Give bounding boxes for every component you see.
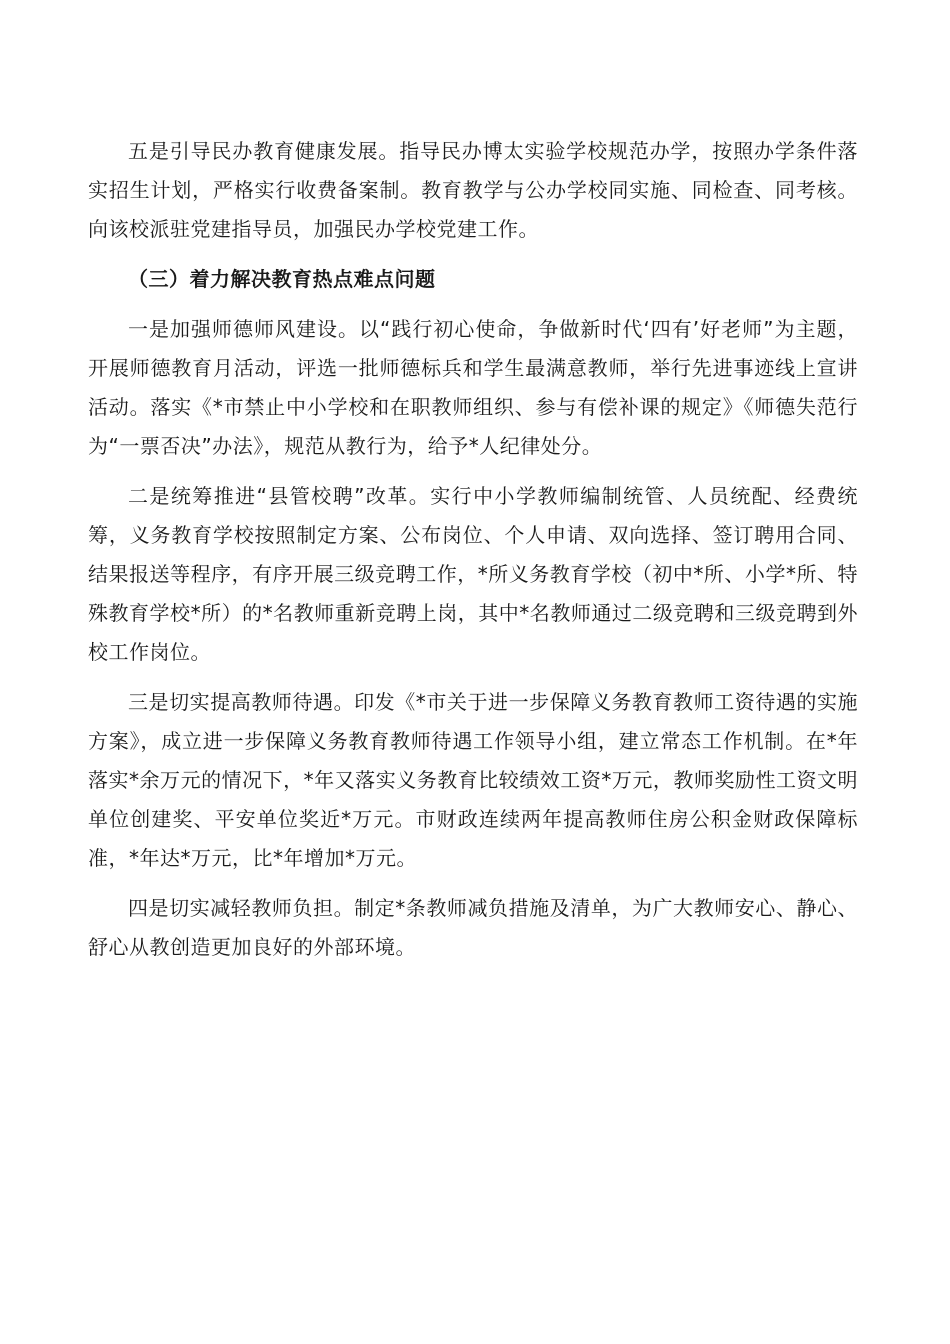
paragraph-teacher-ethics: 一是加强师德师风建设。以“践行初心使命，争做新时代‘四有’好老师”为主题，开展师德教育月活动，评选一批师德标兵和学生最满意教师，举行先进事迹线上宣讲活动。落实《*市禁止中小学校和在职教师组织、参与有偿补课的规定》《师德失范行为“一票否决”办法》，规范从教行为，给予*人纪律处分。: [88, 317, 858, 458]
paragraph-teacher-salary: 三是切实提高教师待遇。印发《*市关于进一步保障义务教育教师工资待遇的实施方案》，成立进一步保障义务教育教师待遇工作领导小组，建立常态工作机制。在*年落实*余万元的情况下，*年又落实义务教育比较绩效工资*万元，教师奖励性工资文明单位创建奖、平安单位奖近*万元。市财政连续两年提高教师住房公积金财政保障标准，*年达*万元，比*年增加*万元。: [88, 690, 858, 870]
paragraph-teacher-burden: 四是切实减轻教师负担。制定*条教师减负措施及清单，为广大教师安心、静心、舒心从教创造更加良好的外部环境。: [88, 896, 858, 959]
section-heading: （三）着力解决教育热点难点问题: [128, 267, 436, 291]
document-body: [88, 132, 858, 978]
paragraph-county-school-reform: 二是统筹推进“县管校聘”改革。实行中小学教师编制统管、人员统配、经费统筹，义务教育学校按照制定方案、公布岗位、个人申请、双向选择、签订聘用合同、结果报送等程序，有序开展三级竞聘工作，*所义务教育学校（初中*所、小学*所、特殊教育学校*所）的*名教师重新竞聘上岗，其中*名教师通过二级竞聘和三级竞聘到外校工作岗位。: [88, 484, 858, 664]
paragraph-private-education: 五是引导民办教育健康发展。指导民办博太实验学校规范办学，按照办学条件落实招生计划，严格实行收费备案制。教育教学与公办学校同实施、同检查、同考核。向该校派驻党建指导员，加强民办学校党建工作。: [88, 139, 858, 241]
